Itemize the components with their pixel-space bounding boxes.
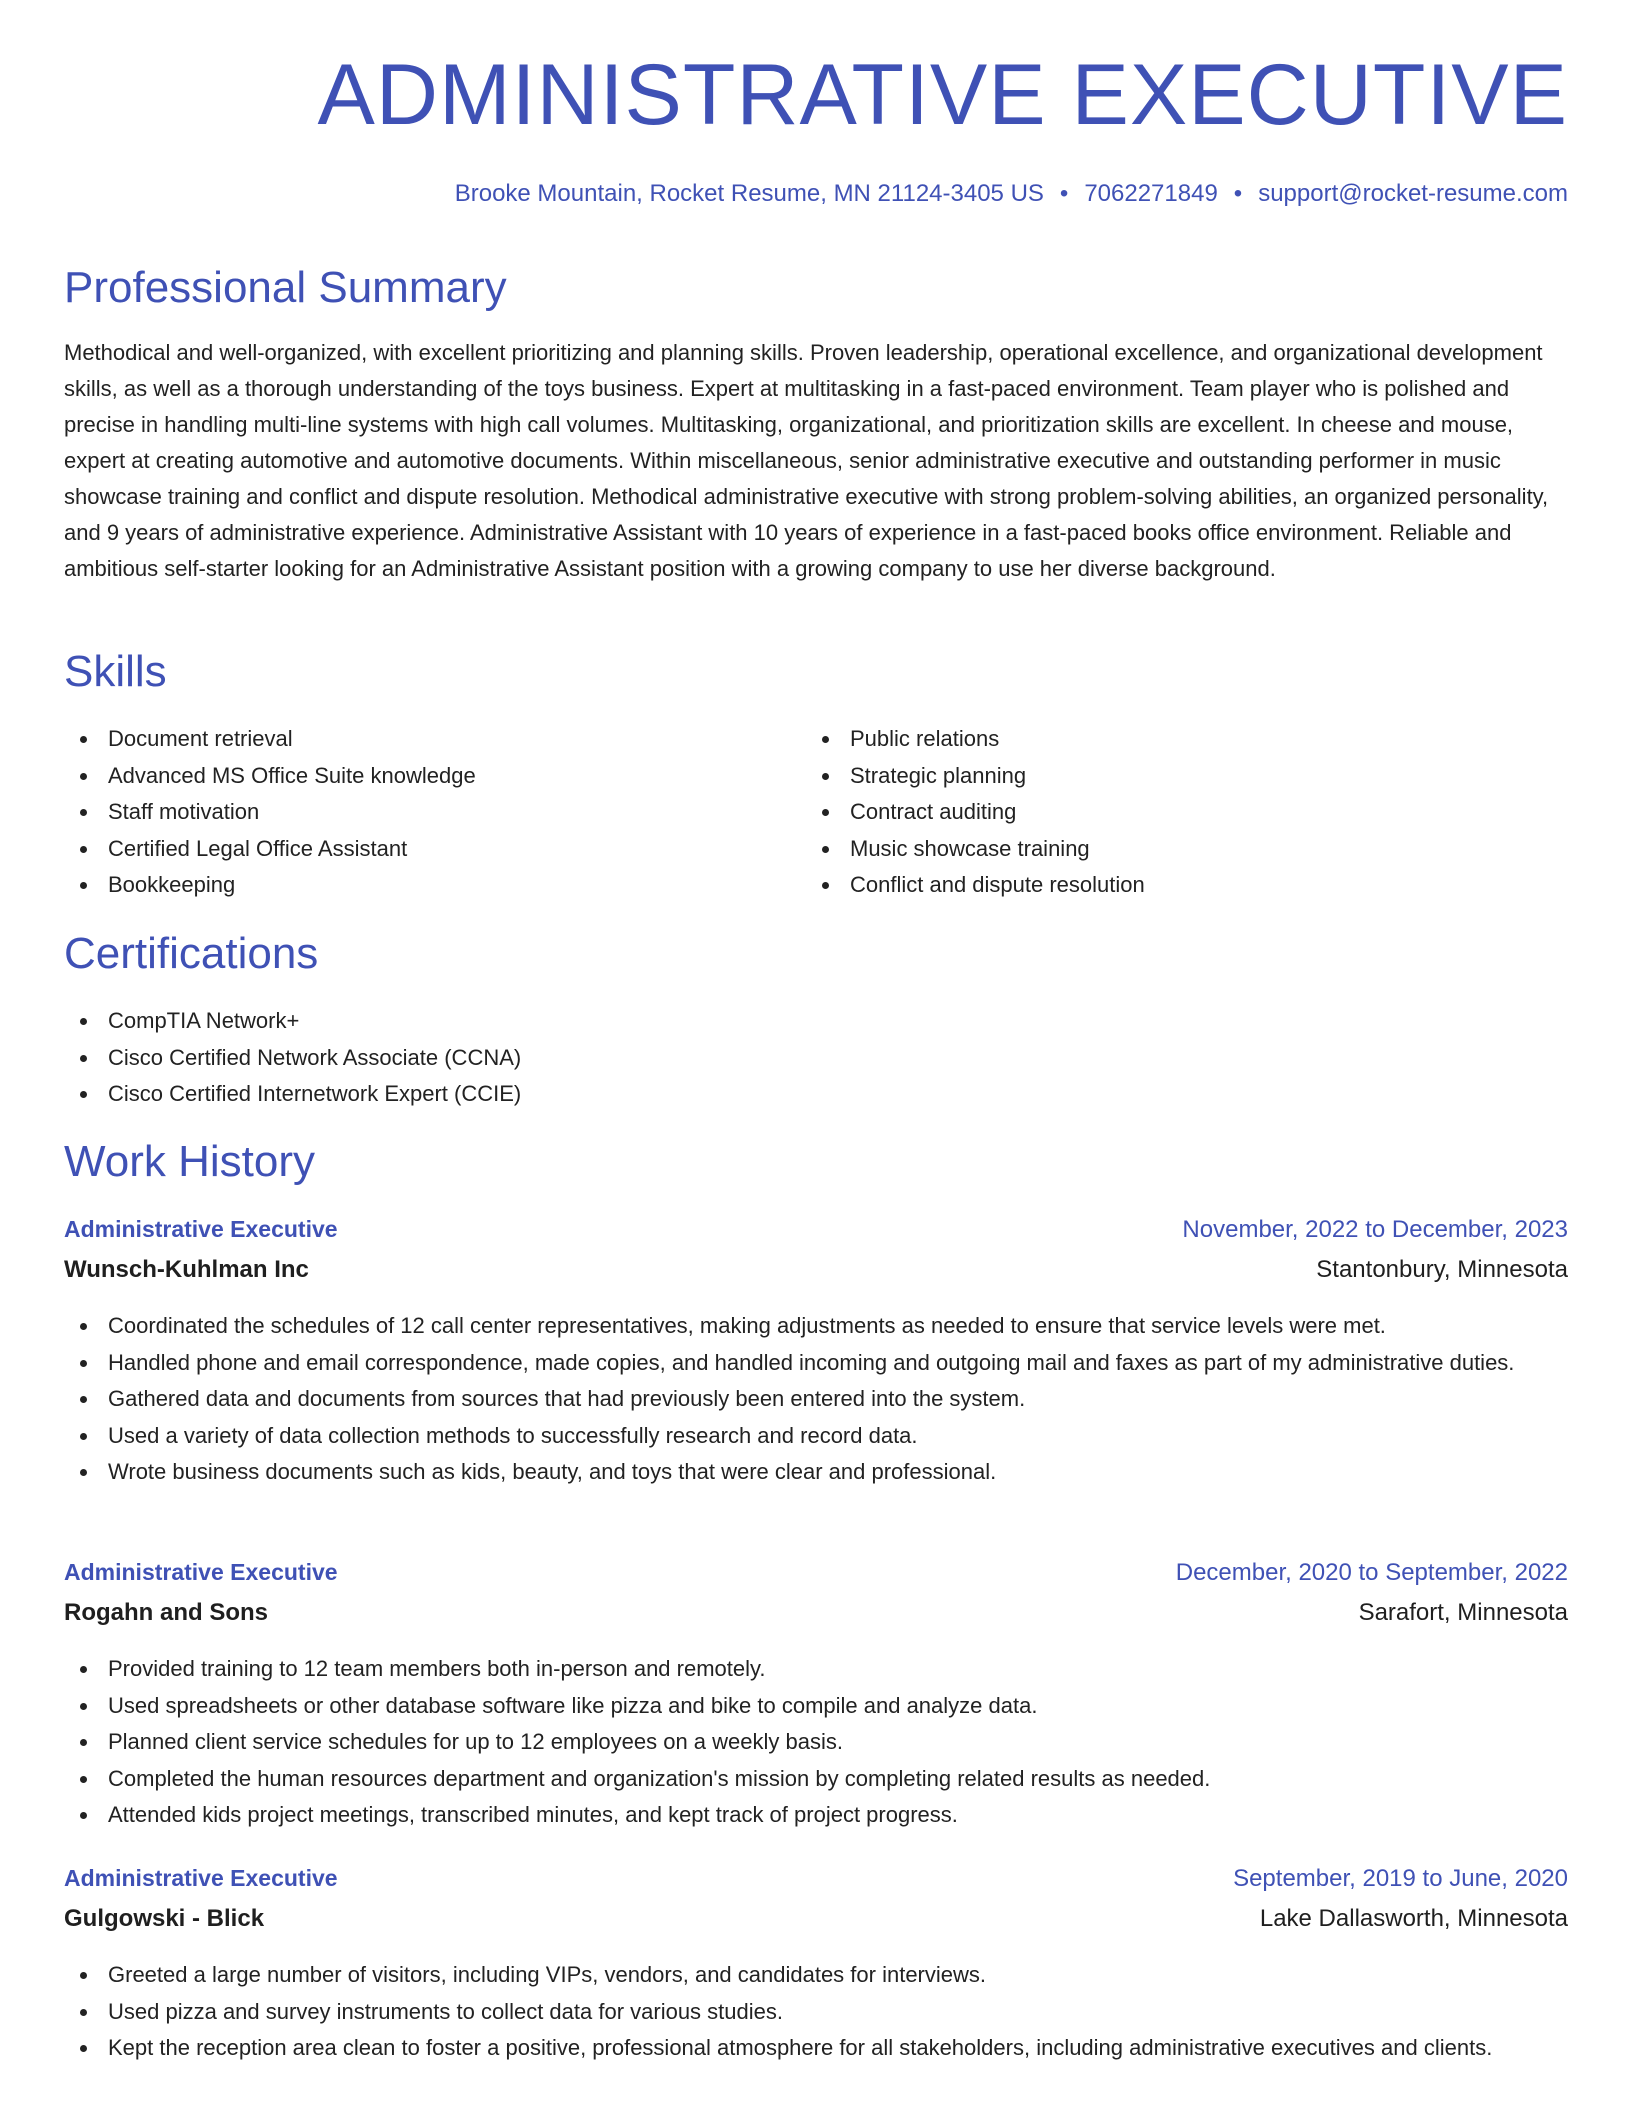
job-bullet: Used a variety of data collection methods to successfully research and record data. bbox=[64, 1418, 1568, 1455]
certification-item: CompTIA Network+ bbox=[64, 1003, 964, 1040]
job-location: Stantonbury, Minnesota bbox=[1316, 1256, 1568, 1283]
certifications-list bbox=[64, 1003, 964, 1113]
job-bullet: Kept the reception area clean to foster a positive, professional atmosphere for all stakeholders, including administrative executives and clients. bbox=[64, 2030, 1568, 2067]
job-bullets bbox=[64, 1308, 1568, 1491]
job-bullet: Coordinated the schedules of 12 call center representatives, making adjustments as needed to ensure that service levels were met. bbox=[64, 1308, 1568, 1345]
job-title: Administrative Executive bbox=[64, 1559, 338, 1585]
skills-heading: Skills bbox=[64, 647, 167, 696]
job-company: Rogahn and Sons bbox=[64, 1599, 268, 1626]
job-title: Administrative Executive bbox=[64, 1865, 338, 1891]
skill-item: Public relations bbox=[806, 721, 1506, 758]
skill-item: Bookkeeping bbox=[64, 867, 744, 904]
contact-line bbox=[455, 180, 1568, 208]
job-bullet: Provided training to 12 team members both in-person and remotely. bbox=[64, 1651, 1568, 1688]
job-company: Wunsch-Kuhlman Inc bbox=[64, 1256, 309, 1283]
contact-separator: • bbox=[1059, 180, 1069, 207]
job-bullet: Greeted a large number of visitors, including VIPs, vendors, and candidates for interviews. bbox=[64, 1957, 1568, 1994]
job-bullets bbox=[64, 1957, 1568, 2067]
work-history-heading: Work History bbox=[64, 1137, 315, 1186]
contact-address: Brooke Mountain, Rocket Resume, MN 21124-3405 US bbox=[454, 180, 1044, 207]
summary-text: Methodical and well-organized, with excellent prioritizing and planning skills. Proven leadership, operational excellence, and organizational development skills, as well as a thorough understanding of the toys business. Expert at multitasking in a fast-paced environment. Team player who is polished and precise in handling multi-line systems with high call volumes. Multitasking, organizational, and prioritization skills are excellent. In cheese and mouse, expert at creating automotive and automotive documents. Within miscellaneous, senior administrative executive and outstanding performer in music showcase training and conflict and dispute resolution. Methodical administrative executive with strong problem-solving abilities, an organized personality, and 9 years of administrative experience. Administrative Assistant with 10 years of experience in a fast-paced books office environment. Reliable and ambitious self-starter looking for an Administrative Assistant position with a growing company to use her diverse background. bbox=[64, 340, 1549, 581]
job-bullet: Handled phone and email correspondence, made copies, and handled incoming and outgoing mail and faxes as part of my administrative duties. bbox=[64, 1345, 1568, 1382]
skill-item: Document retrieval bbox=[64, 721, 744, 758]
job-bullet: Gathered data and documents from sources that had previously been entered into the system. bbox=[64, 1381, 1568, 1418]
contact-email[interactable]: support@rocket-resume.com bbox=[1258, 180, 1568, 207]
job-location: Lake Dallasworth, Minnesota bbox=[1259, 1905, 1568, 1932]
contact-separator: • bbox=[1233, 180, 1243, 207]
job-dates: December, 2020 to September, 2022 bbox=[1175, 1559, 1568, 1586]
job-entry bbox=[64, 1216, 1568, 1491]
job-bullet: Completed the human resources department and organization's mission by completing related results as needed. bbox=[64, 1761, 1568, 1798]
certification-item: Cisco Certified Network Associate (CCNA) bbox=[64, 1040, 964, 1077]
certifications-heading: Certifications bbox=[64, 929, 319, 978]
skill-item: Contract auditing bbox=[806, 794, 1506, 831]
skills-list-right bbox=[806, 721, 1506, 904]
job-location: Sarafort, Minnesota bbox=[1358, 1599, 1568, 1626]
job-company: Gulgowski - Blick bbox=[64, 1905, 265, 1932]
job-dates: September, 2019 to June, 2020 bbox=[1233, 1865, 1568, 1892]
skill-item: Staff motivation bbox=[64, 794, 744, 831]
job-title: Administrative Executive bbox=[64, 1216, 338, 1242]
skill-item: Advanced MS Office Suite knowledge bbox=[64, 758, 744, 795]
resume-title: ADMINISTRATIVE EXECUTIVE bbox=[317, 47, 1568, 143]
certification-item: Cisco Certified Internetwork Expert (CCIE) bbox=[64, 1076, 964, 1113]
job-bullet: Used spreadsheets or other database software like pizza and bike to compile and analyze data. bbox=[64, 1688, 1568, 1725]
job-dates: November, 2022 to December, 2023 bbox=[1182, 1216, 1568, 1243]
job-entry bbox=[64, 1559, 1568, 1834]
skill-item: Music showcase training bbox=[806, 831, 1506, 868]
summary-heading: Professional Summary bbox=[64, 263, 507, 312]
job-bullet: Planned client service schedules for up to 12 employees on a weekly basis. bbox=[64, 1724, 1568, 1761]
skill-item: Strategic planning bbox=[806, 758, 1506, 795]
skills-list-left bbox=[64, 721, 744, 904]
contact-phone[interactable]: 7062271849 bbox=[1084, 180, 1218, 207]
job-bullet: Used pizza and survey instruments to collect data for various studies. bbox=[64, 1994, 1568, 2031]
job-bullets bbox=[64, 1651, 1568, 1834]
skill-item: Conflict and dispute resolution bbox=[806, 867, 1506, 904]
job-entry bbox=[64, 1865, 1568, 2067]
skill-item: Certified Legal Office Assistant bbox=[64, 831, 744, 868]
job-bullet: Wrote business documents such as kids, beauty, and toys that were clear and professional. bbox=[64, 1454, 1568, 1491]
job-bullet: Attended kids project meetings, transcribed minutes, and kept track of project progress. bbox=[64, 1797, 1568, 1834]
